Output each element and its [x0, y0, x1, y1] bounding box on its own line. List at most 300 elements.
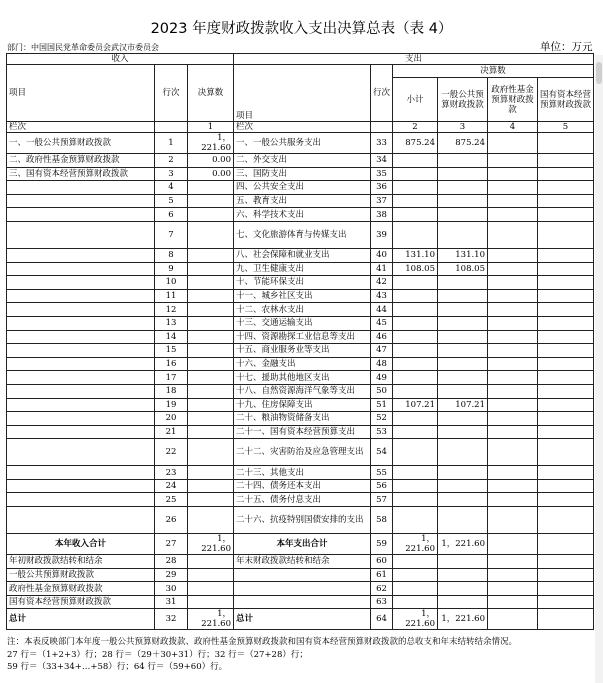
income-amount: [188, 595, 234, 609]
expenditure-item: 七、文化旅游体育与传媒支出: [234, 221, 371, 248]
subtotal-amount: [393, 167, 438, 181]
col-label: 栏次: [7, 122, 155, 133]
income-item: [7, 181, 155, 195]
income-item: [7, 371, 155, 385]
income-amount: 0.00: [188, 154, 234, 168]
general-budget-amount: [438, 344, 488, 358]
state-capital-budget-amount: [538, 357, 594, 371]
income-line: 31: [155, 595, 188, 609]
state-capital-budget-header: 国有资本经营预算财政拨款: [538, 78, 594, 122]
income-line: 24: [155, 479, 188, 493]
table-row: [7, 384, 594, 398]
expenditure-item: 二十六、抗疫特别国债安排的支出: [234, 507, 371, 534]
report-title: 2023 年度财政拨款收入支出决算总表（表 4）: [150, 21, 453, 37]
state-capital-budget-amount: [538, 534, 594, 555]
expenditure-item-header: 项目: [234, 65, 371, 122]
income-line: 4: [155, 181, 188, 195]
income-item: [7, 384, 155, 398]
fund-budget-amount: [488, 303, 538, 317]
expenditure-item: 十五、商业服务业等支出: [234, 344, 371, 358]
general-budget-amount: 1，221.60: [438, 534, 488, 555]
income-amount: [188, 425, 234, 439]
general-budget-amount: [438, 425, 488, 439]
expenditure-line: 46: [371, 330, 393, 344]
expenditure-line: 45: [371, 316, 393, 330]
income-amount: [188, 582, 234, 596]
expenditure-header: 支出: [234, 54, 594, 65]
general-budget-amount: 131.10: [438, 248, 488, 262]
expenditure-line: 37: [371, 194, 393, 208]
subtotal-amount: [393, 330, 438, 344]
income-amount: [188, 568, 234, 582]
income-line: 23: [155, 466, 188, 480]
expenditure-line: 59: [371, 534, 393, 555]
state-capital-budget-amount: [538, 344, 594, 358]
department-label: 部门：中国国民党革命委员会武汉市委员会: [7, 43, 159, 52]
fund-budget-amount: [488, 609, 538, 630]
expenditure-line: 54: [371, 439, 393, 466]
state-capital-budget-amount: [538, 154, 594, 168]
expenditure-item: 二、外交支出: [234, 154, 371, 168]
income-item: 三、国有资本经营预算财政拨款: [7, 167, 155, 181]
state-capital-budget-amount: [538, 371, 594, 385]
income-amount: [188, 181, 234, 195]
subtotal-amount: [393, 194, 438, 208]
income-item: [7, 194, 155, 208]
fund-budget-amount: [488, 371, 538, 385]
table-row: [7, 194, 594, 208]
subtotal-amount: 108.05: [393, 262, 438, 276]
fund-budget-amount: [488, 357, 538, 371]
table-row: [7, 344, 594, 358]
expenditure-line: 52: [371, 412, 393, 426]
general-budget-amount: [438, 466, 488, 480]
expenditure-line: 35: [371, 167, 393, 181]
general-budget-amount: [438, 276, 488, 290]
income-amount: [188, 262, 234, 276]
state-capital-budget-amount: [538, 439, 594, 466]
subtotal-amount: [393, 316, 438, 330]
income-amount: [188, 303, 234, 317]
subtotal-amount: [393, 507, 438, 534]
income-item: [7, 412, 155, 426]
subtotal-amount: [393, 303, 438, 317]
income-amount: [188, 555, 234, 569]
expenditure-line: 39: [371, 221, 393, 248]
income-item: 本年收入合计: [7, 534, 155, 555]
subtotal-amount: [393, 555, 438, 569]
state-capital-budget-amount: [538, 289, 594, 303]
income-line: 21: [155, 425, 188, 439]
income-item: [7, 303, 155, 317]
table-row: [7, 425, 594, 439]
state-capital-budget-amount: [538, 398, 594, 412]
fund-budget-amount: [488, 262, 538, 276]
income-amount: [188, 208, 234, 222]
expenditure-item: 八、社会保障和就业支出: [234, 248, 371, 262]
income-line: 2: [155, 154, 188, 168]
header-row-1: [7, 54, 594, 65]
income-line: 20: [155, 412, 188, 426]
expenditure-line: 48: [371, 357, 393, 371]
table-row: [7, 357, 594, 371]
column-number-row: [7, 122, 594, 133]
fund-budget-amount: [488, 398, 538, 412]
income-line: 28: [155, 555, 188, 569]
expenditure-item: [234, 595, 371, 609]
expenditure-item: 十四、资源勘探工业信息等支出: [234, 330, 371, 344]
expenditure-item: 九、卫生健康支出: [234, 262, 371, 276]
expenditure-line: 51: [371, 398, 393, 412]
expenditure-line: 60: [371, 555, 393, 569]
fund-budget-amount: [488, 154, 538, 168]
expenditure-line: 49: [371, 371, 393, 385]
subtotal-amount: [393, 412, 438, 426]
table-row: [7, 555, 594, 569]
income-item: [7, 357, 155, 371]
income-amount: [188, 330, 234, 344]
expenditure-item: 二十、粮油物资储备支出: [234, 412, 371, 426]
income-item: 一般公共预算财政拨款: [7, 568, 155, 582]
fund-budget-amount: [488, 466, 538, 480]
table-row: [7, 248, 594, 262]
income-line: 32: [155, 609, 188, 630]
subtotal-amount: [393, 439, 438, 466]
general-budget-amount: [438, 439, 488, 466]
fund-budget-amount: [488, 439, 538, 466]
general-budget-amount: [438, 582, 488, 596]
budget-table: [6, 53, 594, 630]
general-budget-amount: 875.24: [438, 133, 488, 154]
expenditure-item: 二十二、灾害防治及应急管理支出: [234, 439, 371, 466]
income-line: 16: [155, 357, 188, 371]
fund-budget-amount: [488, 133, 538, 154]
expenditure-item: 本年支出合计: [234, 534, 371, 555]
general-budget-amount: [438, 316, 488, 330]
table-row: [7, 262, 594, 276]
fund-budget-amount: [488, 493, 538, 507]
subtotal-amount: 131.10: [393, 248, 438, 262]
income-line: 18: [155, 384, 188, 398]
income-amount: [188, 398, 234, 412]
expenditure-line: 43: [371, 289, 393, 303]
state-capital-budget-amount: [538, 384, 594, 398]
income-line: 22: [155, 439, 188, 466]
fund-budget-amount: [488, 534, 538, 555]
subtotal-amount: [393, 344, 438, 358]
expenditure-item: 二十四、债务还本支出: [234, 479, 371, 493]
income-line: 15: [155, 344, 188, 358]
expenditure-item: 十一、城乡社区支出: [234, 289, 371, 303]
scrollbar-thumb[interactable]: [596, 62, 602, 84]
general-budget-amount: [438, 371, 488, 385]
subtotal-amount: [393, 479, 438, 493]
income-amount: [188, 357, 234, 371]
expenditure-line: 41: [371, 262, 393, 276]
income-amount: [188, 439, 234, 466]
table-row: [7, 221, 594, 248]
general-budget-amount: 108.05: [438, 262, 488, 276]
table-row: [7, 330, 594, 344]
fund-budget-amount: [488, 344, 538, 358]
income-item: 政府性基金预算财政拨款: [7, 582, 155, 596]
fund-budget-amount: [488, 384, 538, 398]
income-amount: [188, 493, 234, 507]
income-line: 9: [155, 262, 188, 276]
income-amount: [188, 316, 234, 330]
income-header: 收入: [7, 54, 234, 65]
fund-budget-amount: [488, 167, 538, 181]
general-budget-amount: [438, 412, 488, 426]
general-budget-amount: [438, 221, 488, 248]
subtotal-amount: [393, 221, 438, 248]
state-capital-budget-amount: [538, 208, 594, 222]
expenditure-line: 38: [371, 208, 393, 222]
income-item: [7, 439, 155, 466]
table-row: [7, 507, 594, 534]
general-budget-amount: [438, 507, 488, 534]
subtotal-header: 小计: [393, 78, 438, 122]
note-line: 27 行＝（1+2+3）行；28 行＝（29＋30+31）行；32 行＝（27+28）行；: [7, 649, 308, 660]
fund-budget-amount: [488, 181, 538, 195]
note-line: 注：本表反映部门本年度一般公共预算财政拨款、政府性基金预算财政拨款和国有资本经营预算财政拨款的总收支和年末结转结余情况。: [7, 637, 518, 647]
state-capital-budget-amount: [538, 609, 594, 630]
expenditure-line: 33: [371, 133, 393, 154]
expenditure-line: 47: [371, 344, 393, 358]
general-budget-amount: [438, 595, 488, 609]
income-amount: [188, 479, 234, 493]
state-capital-budget-amount: [538, 276, 594, 290]
expenditure-item: [234, 582, 371, 596]
fund-budget-amount: [488, 595, 538, 609]
subtotal-amount: 1，221.60: [393, 534, 438, 555]
table-row: [7, 154, 594, 168]
income-line: 3: [155, 167, 188, 181]
col-number: 4: [488, 122, 538, 133]
state-capital-budget-amount: [538, 316, 594, 330]
income-amount: [188, 276, 234, 290]
fund-budget-amount: [488, 330, 538, 344]
general-budget-amount: [438, 357, 488, 371]
income-amount: [188, 507, 234, 534]
expenditure-item: [234, 568, 371, 582]
income-line: 30: [155, 582, 188, 596]
expenditure-item: 三、国防支出: [234, 167, 371, 181]
general-budget-amount: [438, 384, 488, 398]
general-budget-amount: [438, 194, 488, 208]
state-capital-budget-amount: [538, 262, 594, 276]
expenditure-line: 61: [371, 568, 393, 582]
expenditure-item: 二十五、债务付息支出: [234, 493, 371, 507]
income-item: 一、一般公共预算财政拨款: [7, 133, 155, 154]
fund-budget-amount: [488, 208, 538, 222]
fund-budget-amount: [488, 316, 538, 330]
income-amount-header: 决算数: [188, 65, 234, 122]
unit-label: 单位：万元: [540, 41, 593, 53]
empty-cell: [155, 122, 188, 133]
general-budget-amount: [438, 181, 488, 195]
general-budget-amount: [438, 555, 488, 569]
header-row-2: [7, 65, 594, 78]
fund-budget-amount: [488, 221, 538, 248]
table-row: [7, 316, 594, 330]
income-amount: [188, 412, 234, 426]
income-amount: 1，221.60: [188, 133, 234, 154]
income-amount: [188, 194, 234, 208]
state-capital-budget-amount: [538, 330, 594, 344]
expenditure-line: 53: [371, 425, 393, 439]
table-row: [7, 398, 594, 412]
subtotal-amount: [393, 276, 438, 290]
fund-budget-header: 政府性基金预算财政拨款: [488, 78, 538, 122]
subtotal-amount: [393, 208, 438, 222]
subtotal-amount: [393, 466, 438, 480]
income-item: [7, 276, 155, 290]
income-item: [7, 330, 155, 344]
income-item: 年初财政拨款结转和结余: [7, 555, 155, 569]
subtotal-amount: [393, 371, 438, 385]
expenditure-line: 56: [371, 479, 393, 493]
income-item: [7, 507, 155, 534]
subtotal-amount: 107.21: [393, 398, 438, 412]
table-row: [7, 479, 594, 493]
subtotal-amount: [393, 425, 438, 439]
expenditure-line: 36: [371, 181, 393, 195]
income-item: 二、政府性基金预算财政拨款: [7, 154, 155, 168]
state-capital-budget-amount: [538, 479, 594, 493]
table-row: [7, 303, 594, 317]
income-item: [7, 493, 155, 507]
table-row: [7, 466, 594, 480]
income-amount: [188, 466, 234, 480]
state-capital-budget-amount: [538, 582, 594, 596]
expenditure-line-header: 行次: [371, 65, 393, 122]
expenditure-line: 58: [371, 507, 393, 534]
income-line: 12: [155, 303, 188, 317]
income-item-header: 项目: [7, 65, 155, 122]
table-row: [7, 582, 594, 596]
col-number: 2: [393, 122, 438, 133]
expenditure-item: 十二、农林水支出: [234, 303, 371, 317]
income-amount: 1，221.60: [188, 534, 234, 555]
table-row: [7, 493, 594, 507]
expenditure-item: 十六、金融支出: [234, 357, 371, 371]
subtotal-amount: [393, 289, 438, 303]
fund-budget-amount: [488, 555, 538, 569]
fund-budget-amount: [488, 568, 538, 582]
income-line: 10: [155, 276, 188, 290]
fund-budget-amount: [488, 412, 538, 426]
subtotal-amount: [393, 568, 438, 582]
fund-budget-amount: [488, 479, 538, 493]
expenditure-item: 十七、援助其他地区支出: [234, 371, 371, 385]
subtotal-amount: 1，221.60: [393, 609, 438, 630]
note-line: 59 行＝（33+34+…+58）行；64 行＝（59+60）行。: [7, 662, 228, 672]
income-item: [7, 208, 155, 222]
income-amount: [188, 371, 234, 385]
expenditure-line: 50: [371, 384, 393, 398]
expenditure-line: 42: [371, 276, 393, 290]
state-capital-budget-amount: [538, 595, 594, 609]
subtotal-amount: [393, 384, 438, 398]
state-capital-budget-amount: [538, 248, 594, 262]
income-item: [7, 221, 155, 248]
general-budget-amount: 107.21: [438, 398, 488, 412]
fund-budget-amount: [488, 194, 538, 208]
general-budget-amount: [438, 479, 488, 493]
subtotal-amount: [393, 154, 438, 168]
income-amount: 1，221.60: [188, 609, 234, 630]
expenditure-item: 十九、住房保障支出: [234, 398, 371, 412]
income-line: 11: [155, 289, 188, 303]
income-item: [7, 466, 155, 480]
table-row: [7, 371, 594, 385]
expenditure-item: 年末财政拨款结转和结余: [234, 555, 371, 569]
income-line: 27: [155, 534, 188, 555]
table-row: [7, 276, 594, 290]
fund-budget-amount: [488, 582, 538, 596]
table-row: [7, 412, 594, 426]
col-number: 5: [538, 122, 594, 133]
income-amount: [188, 344, 234, 358]
col-label: 栏次: [234, 122, 371, 133]
expenditure-line: 62: [371, 582, 393, 596]
income-item: 总计: [7, 609, 155, 630]
income-amount: [188, 248, 234, 262]
state-capital-budget-amount: [538, 194, 594, 208]
fund-budget-amount: [488, 289, 538, 303]
income-item: 国有资本经营预算财政拨款: [7, 595, 155, 609]
income-line-header: 行次: [155, 65, 188, 122]
expenditure-item: 六、科学技术支出: [234, 208, 371, 222]
table-row: [7, 595, 594, 609]
income-item: [7, 479, 155, 493]
income-line: 7: [155, 221, 188, 248]
state-capital-budget-amount: [538, 221, 594, 248]
table-row: [7, 133, 594, 154]
income-amount: [188, 384, 234, 398]
subtotal-amount: [393, 595, 438, 609]
income-item: [7, 316, 155, 330]
income-line: 6: [155, 208, 188, 222]
general-budget-amount: [438, 289, 488, 303]
notes: [7, 636, 517, 674]
income-line: 26: [155, 507, 188, 534]
table-row: [7, 208, 594, 222]
income-line: 19: [155, 398, 188, 412]
vertical-scrollbar[interactable]: [595, 55, 603, 683]
subtotal-amount: [393, 181, 438, 195]
income-line: 13: [155, 316, 188, 330]
fund-budget-amount: [488, 248, 538, 262]
expenditure-item: 总计: [234, 609, 371, 630]
general-budget-header: 一般公共预算财政拨款: [438, 78, 488, 122]
subtotal-amount: [393, 357, 438, 371]
expenditure-line: 40: [371, 248, 393, 262]
state-capital-budget-amount: [538, 568, 594, 582]
income-item: [7, 344, 155, 358]
income-item: [7, 248, 155, 262]
general-budget-amount: [438, 154, 488, 168]
general-budget-amount: [438, 493, 488, 507]
expenditure-item: 十三、交通运输支出: [234, 316, 371, 330]
general-budget-amount: 1，221.60: [438, 609, 488, 630]
expenditure-line: 63: [371, 595, 393, 609]
income-amount: [188, 289, 234, 303]
state-capital-budget-amount: [538, 167, 594, 181]
table-row: [7, 167, 594, 181]
expenditure-item: 一、一般公共服务支出: [234, 133, 371, 154]
